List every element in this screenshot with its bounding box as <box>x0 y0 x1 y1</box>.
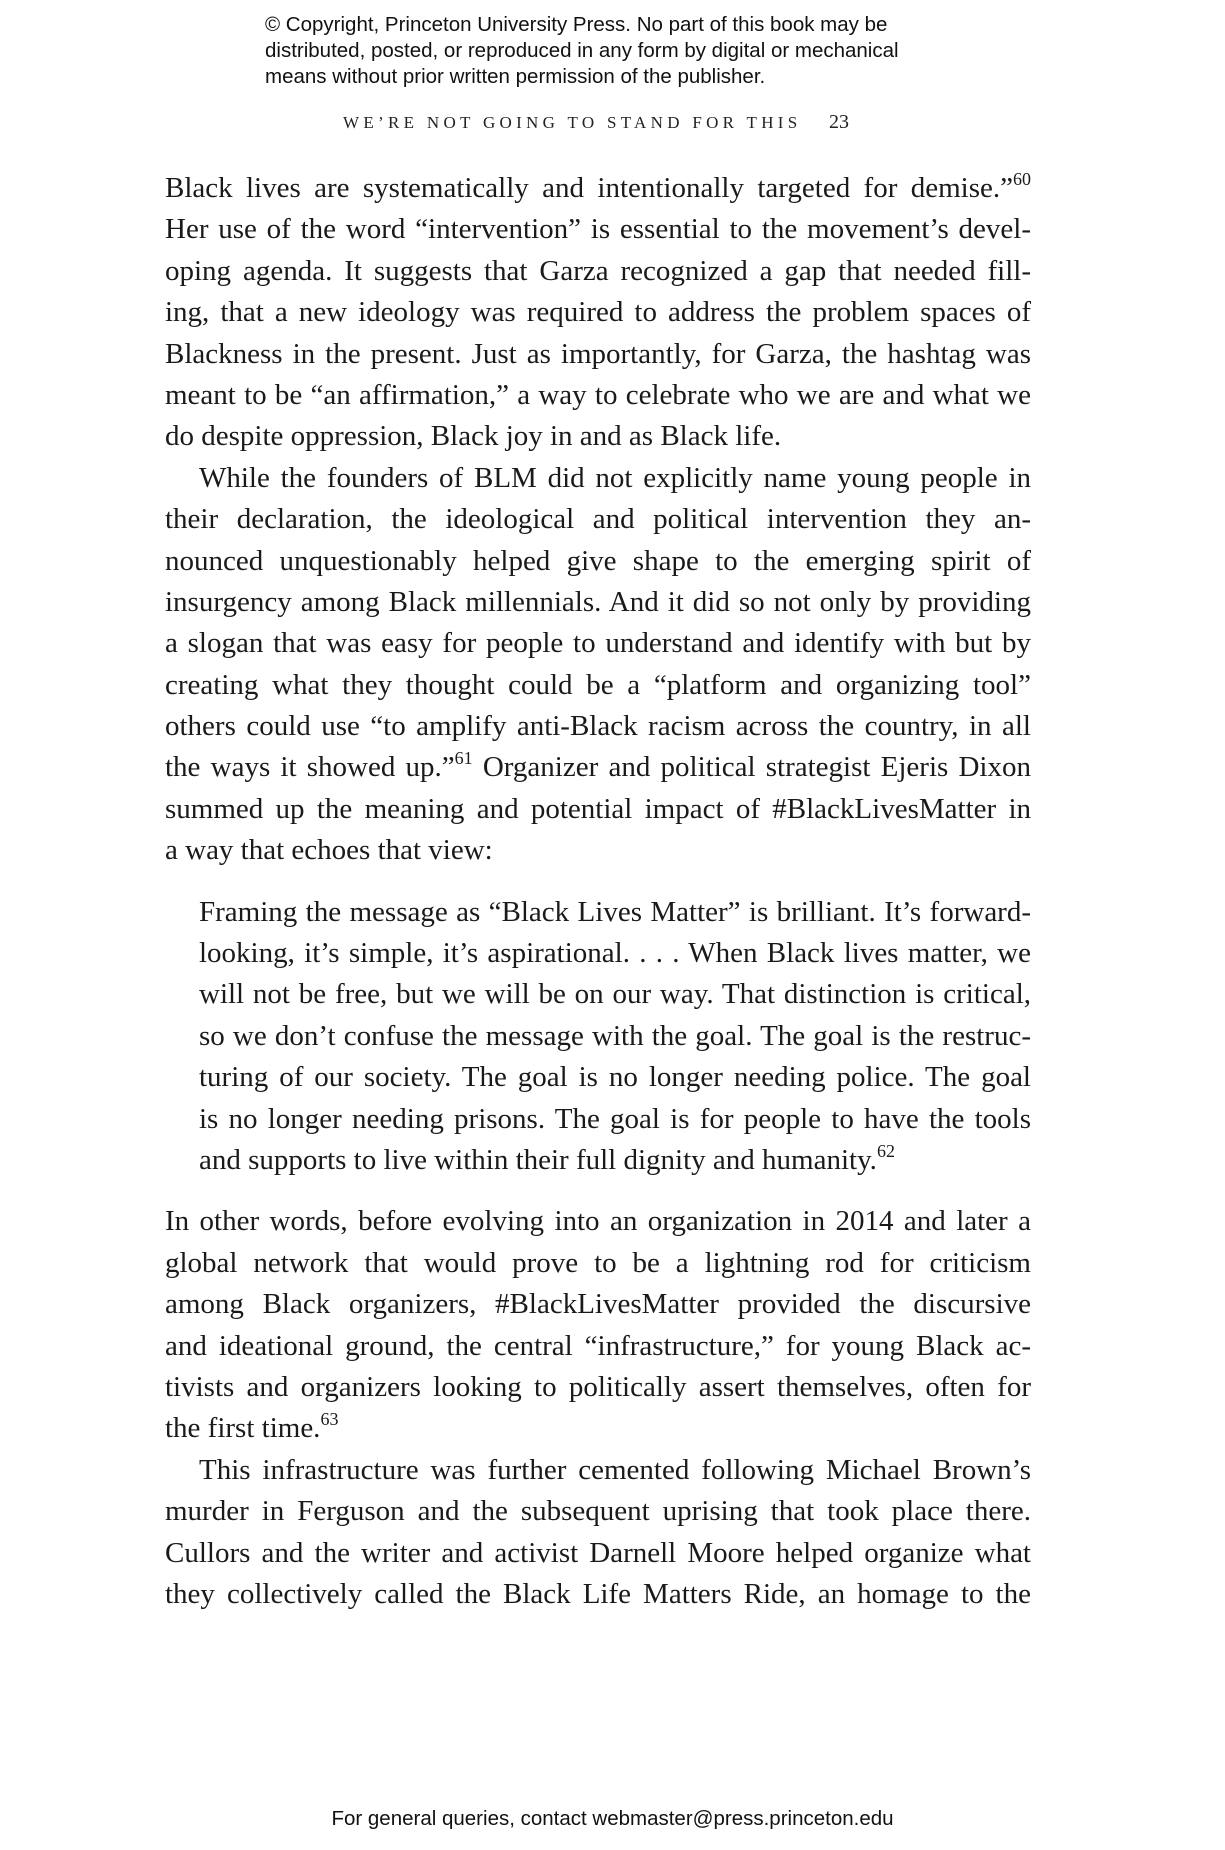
text-line: their declaration, the ideological and political intervention they an- <box>165 503 1031 536</box>
text-line: Black lives are systematically and intentionally targeted for demise.”$^{60}$ <box>165 169 1031 204</box>
footnote-ref[interactable]: 62 <box>876 1140 895 1161</box>
copyright-line: © Copyright, Princeton University Press. No part of this book may be <box>265 13 888 36</box>
text-line: summed up the meaning and potential impact of #BlackLivesMatter in <box>165 792 1031 825</box>
text-line: global network that would prove to be a lightning rod for criticism <box>165 1246 1031 1279</box>
text-line: creating what they thought could be a “platform and organizing tool” <box>165 668 1031 701</box>
quote-line: will not be free, but we will be on our way. That distinction is critical, <box>199 978 1031 1011</box>
text-line: the ways it showed up.”$^{61}$ Organizer and political strategist Ejeris Dixon <box>165 748 1031 784</box>
body-text <box>165 168 1031 1615</box>
block-quote <box>165 892 1031 1182</box>
text-line: ing, that a new ideology was required to address the problem spaces of <box>165 296 1031 329</box>
paragraph <box>165 1201 1031 1449</box>
quote-line: so we don’t confuse the message with the goal. The goal is the restruc- <box>199 1019 1031 1052</box>
text-line: nounced unquestionably helped give shape to the emerging spirit of <box>165 544 1031 577</box>
text-line: While the founders of BLM did not explicitly name young people in <box>199 461 1031 494</box>
quote-line: Framing the message as “Black Lives Matter” is brilliant. It’s forward- <box>199 895 1031 928</box>
quote-line: and supports to live within their full dignity and humanity.$^{62}$ <box>199 1140 895 1176</box>
footer-contact: For general queries, contact webmaster@press.princeton.edu <box>331 1807 894 1830</box>
footnote-ref[interactable]: 63 <box>320 1409 339 1430</box>
text-line: Cullors and the writer and activist Darnell Moore helped organize what <box>165 1536 1031 1569</box>
text-line: and ideational ground, the central “infrastructure,” for young Black ac- <box>165 1329 1031 1362</box>
text-line: a way that echoes that view: <box>165 834 493 867</box>
text-line: insurgency among Black millennials. And it did so not only by providing <box>165 585 1031 618</box>
copyright-line: means without prior written permission of the publisher. <box>265 65 766 88</box>
text-line: murder in Ferguson and the subsequent uprising that took place there. <box>165 1495 1031 1528</box>
quote-line: is no longer needing prisons. The goal is for people to have the tools <box>199 1102 1031 1135</box>
text-line: Blackness in the present. Just as importantly, for Garza, the hashtag was <box>165 337 1031 370</box>
text-line: among Black organizers, #BlackLivesMatter provided the discursive <box>165 1288 1031 1321</box>
running-head <box>0 113 1225 143</box>
text-line: others could use “to amplify anti-Black racism across the country, in all <box>165 710 1031 743</box>
quote-line: looking, it’s simple, it’s aspirational. . . . When Black lives matter, we <box>199 937 1031 970</box>
text-line: This infrastructure was further cemented following Michael Brown’s <box>199 1453 1031 1486</box>
footnote-ref[interactable]: 61 <box>454 748 473 769</box>
text-line: do despite oppression, Black joy in and as Black life. <box>165 420 782 453</box>
text-line: oping agenda. It suggests that Garza recognized a gap that needed fill- <box>165 254 1031 287</box>
quote-line: turing of our society. The goal is no longer needing police. The goal <box>199 1061 1031 1094</box>
paragraph <box>165 458 1031 872</box>
text-line: tivists and organizers looking to politically assert themselves, often for <box>165 1370 1031 1403</box>
copyright-line: distributed, posted, or reproduced in any form by digital or mechanical <box>265 39 899 62</box>
paragraph <box>165 168 1031 458</box>
text-line: In other words, before evolving into an organization in 2014 and later a <box>165 1205 1031 1238</box>
footnote-ref[interactable]: 60 <box>1013 169 1031 189</box>
paragraph <box>165 1450 1031 1616</box>
text-line: the first time.$^{63}$ <box>165 1409 339 1445</box>
running-title: WE’RE NOT GOING TO STAND FOR THIS <box>343 113 802 132</box>
text-line: they collectively called the Black Life Matters Ride, an homage to the <box>165 1577 1031 1610</box>
text-line: meant to be “an affirmation,” a way to celebrate who we are and what we <box>165 378 1031 411</box>
page-number: 23 <box>829 111 849 133</box>
copyright-notice <box>265 12 1025 90</box>
text-line: a slogan that was easy for people to understand and identify with but by <box>165 627 1031 660</box>
text-line: Her use of the word “intervention” is essential to the movement’s devel- <box>165 213 1031 246</box>
